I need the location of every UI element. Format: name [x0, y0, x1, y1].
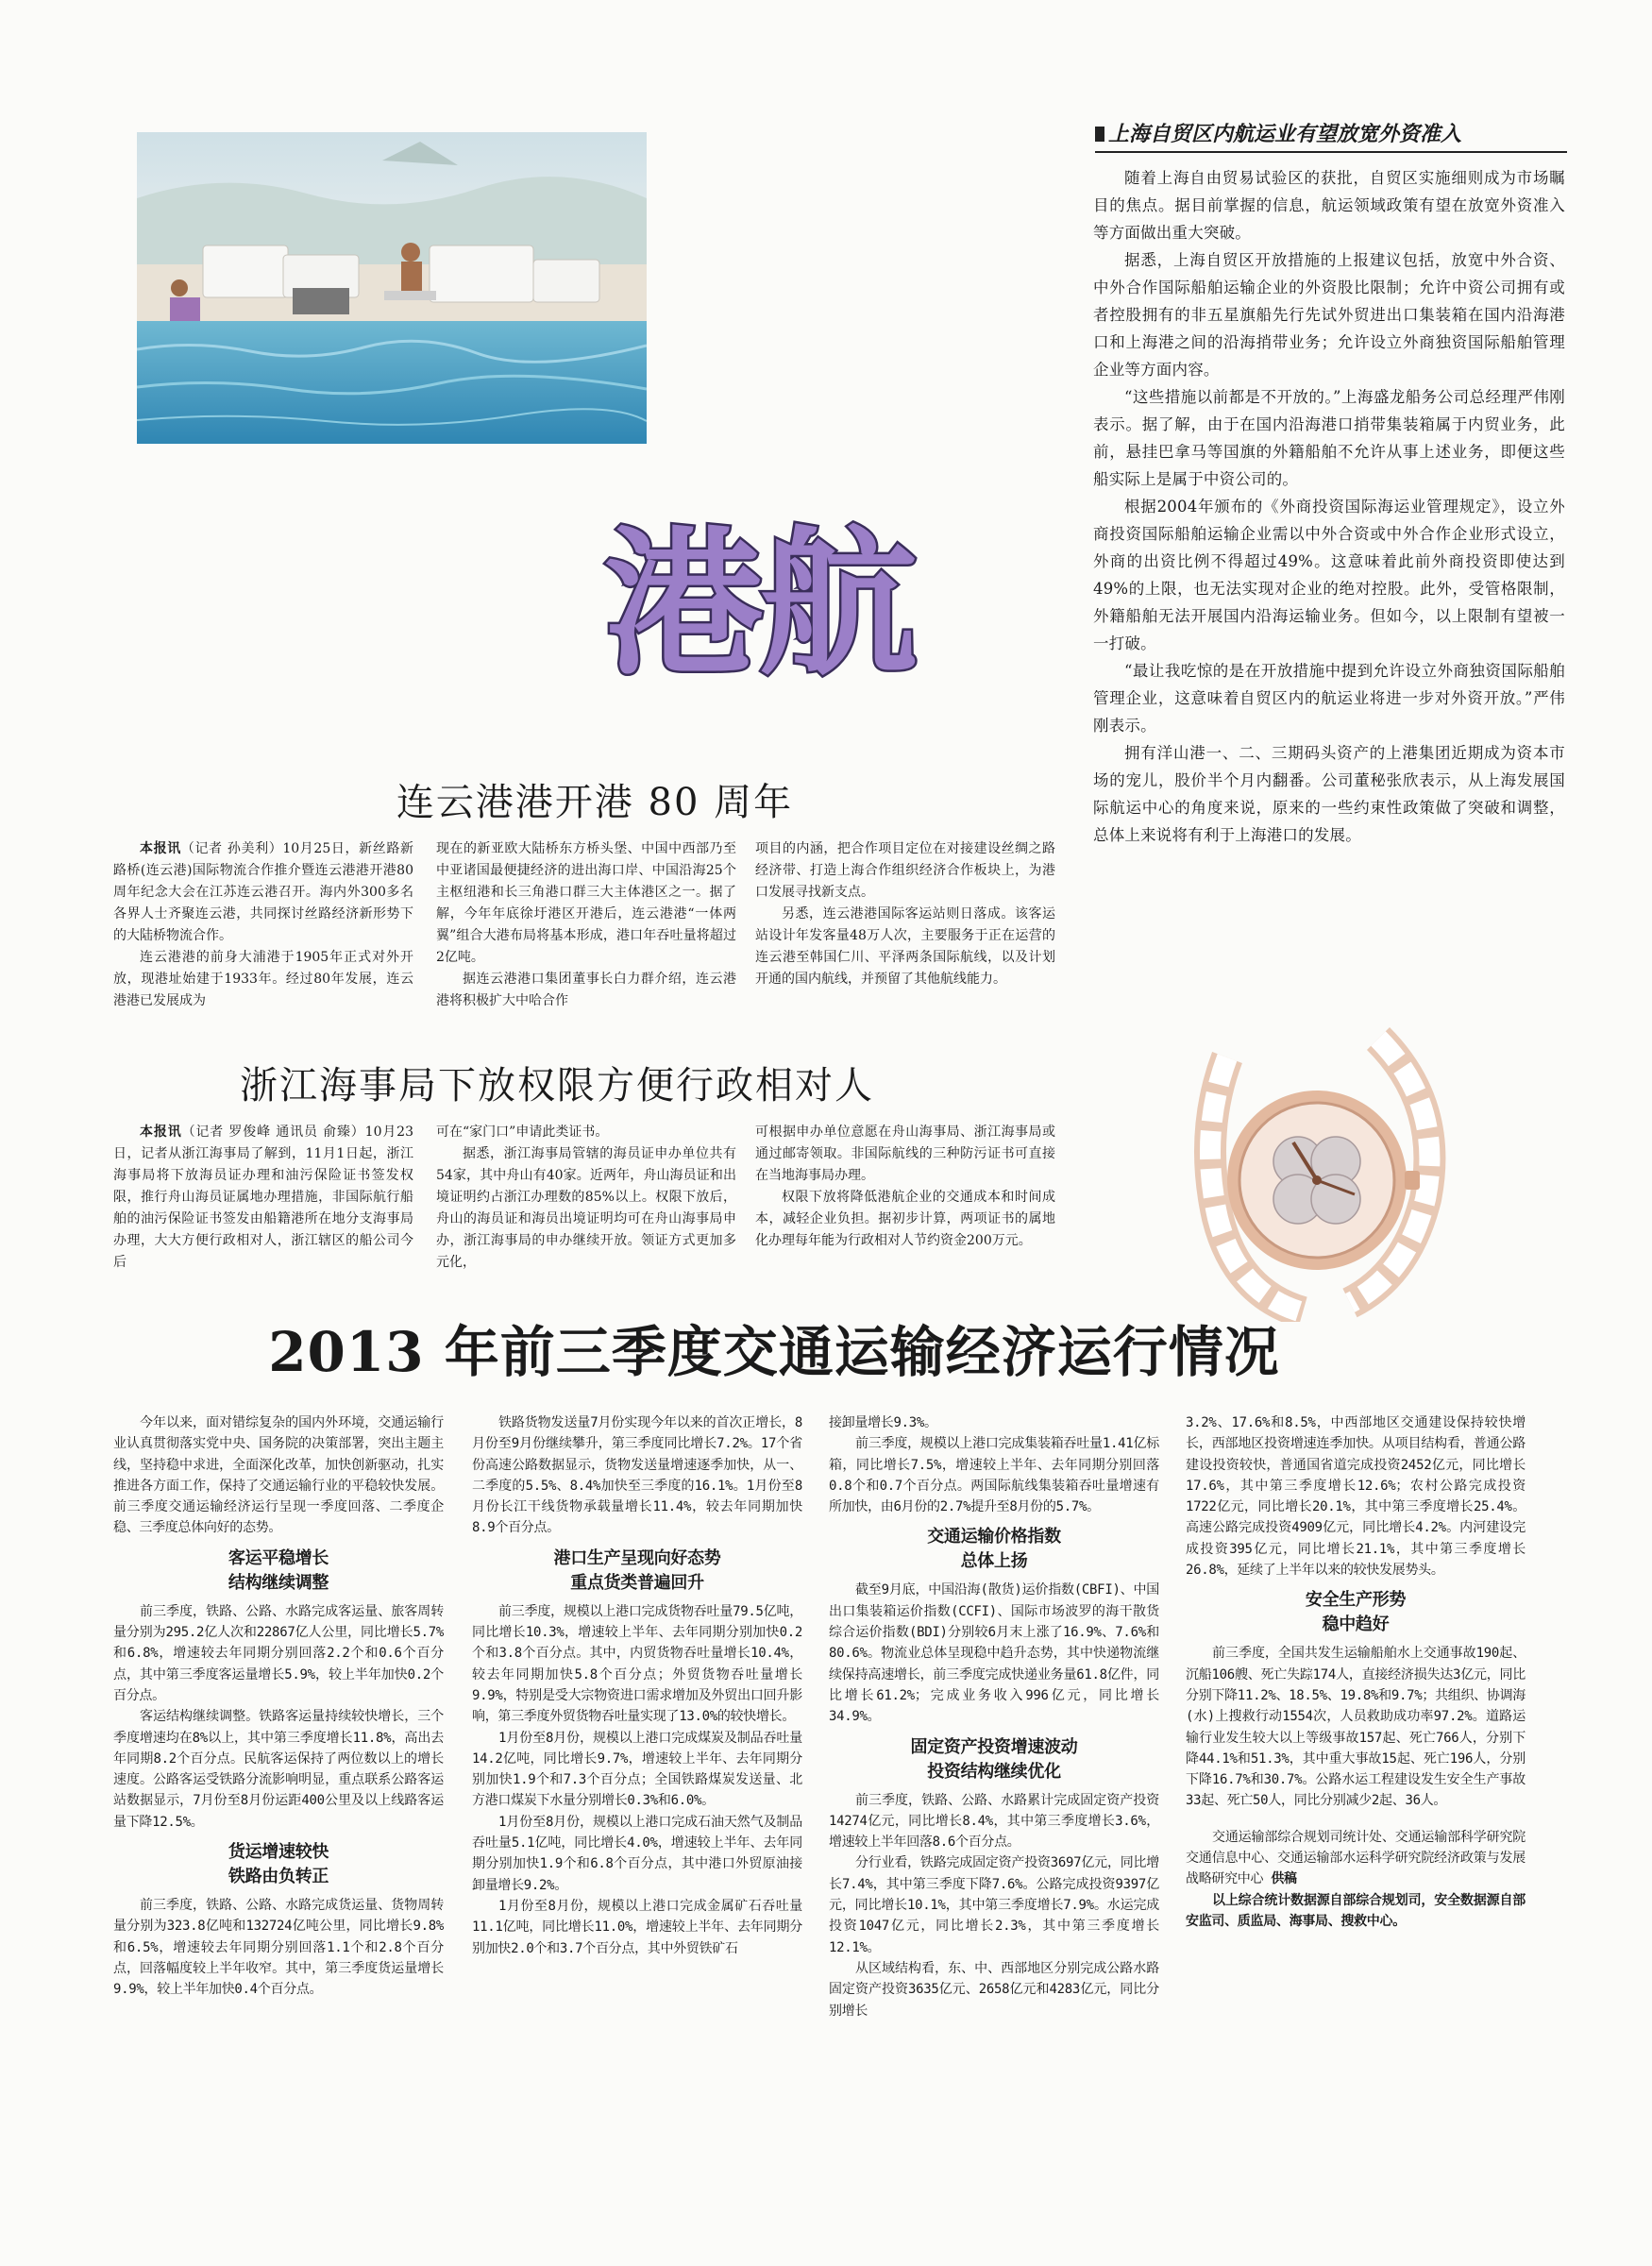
paragraph: 连云港港的前身大浦港于1905年正式对外开放，现港址始建于1933年。经过80年发展，连云港港已发展成为 [113, 950, 413, 1008]
paragraph: 项目的内涵，把合作项目定位在对接建设丝绸之路经济带、打造上海合作组织经济合作板块上，为港口发展寻找新支点。 [755, 841, 1055, 900]
section-title: 港航 [604, 512, 914, 697]
report-col4 [1186, 1412, 1526, 1932]
report-title: 2013 年前三季度交通运输经济运行情况 [268, 1320, 1280, 1384]
paragraph: 从区域结构看，东、中、西部地区分别完成公路水路固定资产投资3635亿元、2658亿元和4283亿元，同比分别增长 [829, 1960, 1159, 2019]
right-article-marker-icon [1095, 127, 1104, 142]
article1-col2 [436, 838, 736, 1012]
paragraph: 铁路货物发送量7月份实现今年以来的首次正增长，8月份至9月份继续攀升，第三季度同比增长7.2%。17个省份高速公路数据显示，货物发送量增速逐季加快，从一、二季度的5.5%、8.4%加快至三季度的16.1%。1月份至8月份长江干线货物承载量增长11.4%，较去年同期加快8.9个百分点。 [472, 1415, 802, 1536]
right-article-body [1093, 164, 1565, 849]
pool-resort-photo [137, 132, 647, 444]
paragraph: 前三季度，铁路、公路、水路完成货运量、货物周转量分别为323.8亿吨和132724亿吨公里，同比增长9.8%和6.5%，增速较去年同期分别回落1.1个和2.8个百分点，回落幅度较上半年收窄。其中，第三季度货运量增长9.9%，较上半年加快0.4个百分点。 [113, 1898, 444, 1998]
article2-title: 浙江海事局下放权限方便行政相对人 [240, 1064, 874, 1108]
paragraph: 可根据申办单位意愿在舟山海事局、浙江海事局或通过邮寄领取。非国际航线的三种防污证书可直接在当地海事局办理。 [755, 1125, 1055, 1183]
report-col1 [113, 1412, 444, 2001]
source-note: 以上综合统计数据源自部综合规划司，安全数据源自部安监司、质监局、海事局、搜救中心。 [1186, 1892, 1526, 1929]
paragraph: 随着上海自由贸易试验区的获批，自贸区实施细则成为市场瞩目的焦点。据目前掌握的信息，航运领域政策有望在放宽外资准入等方面做出重大突破。 [1093, 169, 1565, 242]
report-col3 [829, 1412, 1159, 2021]
subheading: 交通运输价格指数 总体上扬 [927, 1527, 1061, 1572]
paragraph: 今年以来，面对错综复杂的国内外环境，交通运输行业认真贯彻落实党中央、国务院的决策部署，突出主题主线，坚持稳中求进，全面深化改革，加快创新驱动，扎实推进各方面工作，保持了交通运输行业的平稳较快发展。前三季度交通运输经济运行呈现一季度回落、二季度企稳、三季度总体向好的态势。 [113, 1415, 444, 1536]
paragraph: 1月份至8月份，规模以上港口完成石油天然气及制品吞吐量5.1亿吨，同比增长4.0%，增速较上半年、去年同期分别加快1.9个和6.8个百分点，其中港口外贸原油接卸量增长9.2%。 [472, 1814, 802, 1893]
subheading: 港口生产呈现向好态势 重点货类普遍回升 [553, 1547, 721, 1593]
paragraph: 3.2%、17.6%和8.5%，中西部地区交通建设保持较快增长，西部地区投资增速连季加快。从项目结构看，普通公路建设投资较快，普通国省道完成投资2452亿元，同比增长17.6%，其中第三季度增长12.6%；农村公路完成投资1722亿元，同比增长20.1%，其中第三季度增长25.4%。高速公路完成投资4909亿元，同比增长4.2%。内河建设完成投资395亿元，同比增长21.1%，其中第三季度增长26.8%，延续了上半年以来的较快发展势头。 [1186, 1415, 1526, 1579]
subheading: 货运增速较快 铁路由负转正 [228, 1842, 329, 1887]
article1-col3 [755, 838, 1055, 990]
paragraph: 前三季度，规模以上港口完成货物吞吐量79.5亿吨，同比增长10.3%，增速较上半年、去年同期分别加快0.2个和3.8个百分点。其中，内贸货物吞吐量增长10.4%，较去年同期加快5.8个百分点；外贸货物吞吐量增长9.9%，特别是受大宗物资进口需求增加及外贸出口回升影响，第三季度外贸货物吞吐量实现了13.0%的较快增长。 [472, 1603, 802, 1725]
byline: 本报讯 [140, 841, 181, 856]
article2-col2 [436, 1122, 736, 1274]
paragraph: 另悉，连云港港国际客运站则日落成。该客运站设计年发客量48万人次，主要服务于正在运营的连云港至韩国仁川、平泽两条国际航线，以及计划开通的国内航线，并预留了其他航线能力。 [755, 906, 1055, 987]
paragraph: 据悉，浙江海事局管辖的海员证申办单位共有54家，其中舟山有40家。近两年，舟山海员证和出境证明约占浙江办理数的85%以上。权限下放后，舟山的海员证和海员出境证明均可在舟山海事局申办，浙江海事局的申办继续开放。领证方式更加多元化， [436, 1146, 736, 1270]
reporter: （记者 孙美利） [180, 841, 283, 856]
paragraph: “这些措施以前都是不开放的。”上海盛龙船务公司总经理严伟刚表示。据了解，由于在国内沿海港口捎带集装箱属于内贸业务，此前，悬挂巴拿马等国旗的外籍船舶不允许从事上述业务，即便这些船实际上是属于中资公司的。 [1093, 388, 1565, 488]
subheading: 安全生产形势 稳中趋好 [1305, 1590, 1407, 1635]
byline: 本报讯 [140, 1125, 182, 1140]
subheading: 客运平稳增长 结构继续调整 [228, 1547, 329, 1593]
right-article-title: 上海自贸区内航运业有望放宽外资准入 [1095, 119, 1567, 153]
paragraph: “最让我吃惊的是在开放措施中提到允许设立外商独资国际船舶管理企业，这意味着自贸区内的航运业将进一步对外资开放。”严伟刚表示。 [1093, 662, 1565, 735]
paragraph: 接卸量增长9.3%。 [829, 1415, 937, 1430]
paragraph-text: 10月25日，新丝路新路桥(连云港)国际物流合作推介暨连云港港开港80周年纪念大会在江苏连云港召开。海内外300多名各界人士齐聚连云港，共同探讨丝路经济新形势下的大陆桥物流合作。 [113, 841, 414, 943]
paragraph: 前三季度，规模以上港口完成集装箱吞吐量1.41亿标箱，同比增长7.5%，增速较上半年、去年同期分别回落0.8个和0.7个百分点。两国际航线集装箱吞吐量增速有所加快，由6月份的2.7%提升至8月份的5.7%。 [829, 1436, 1159, 1515]
paragraph: 拥有洋山港一、二、三期码头资产的上港集团近期成为资本市场的宠儿，股价半个月内翻番。公司董秘张欣表示，从上海发展国际航运中心的角度来说，原来的一些约束性政策做了突破和调整，总体上来说将有利于上海港口的发展。 [1093, 744, 1565, 844]
subheading: 固定资产投资增速波动 投资结构继续优化 [910, 1736, 1078, 1782]
paragraph-text: 10月23日，记者从浙江海事局了解到，11月1日起，浙江海事局将下放海员证办理和油污保险证书签发权限，推行舟山海员证属地办理措施，非国际航行船舶的油污保险证书签发由船籍港所在地分支海事局办理，大大方便行政相对人，浙江辖区的船公司今后 [113, 1125, 414, 1270]
source-note: 交通运输部综合规划司统计处、交通运输部科学研究院交通信息中心、交通运输部水运科学研究院经济政策与发展战略研究中心 供稿 [1186, 1829, 1526, 1887]
paragraph: 1月份至8月份，规模以上港口完成金属矿石吞吐量11.1亿吨，同比增长11.0%，增速较上半年、去年同期分别加快2.0个和3.7个百分点，其中外贸铁矿石 [472, 1898, 802, 1956]
paragraph: 前三季度，铁路、公路、水路完成客运量、旅客周转量分别为295.2亿人次和22867亿人公里，同比增长5.7%和6.8%，增速较去年同期分别回落2.2个和0.6个百分点，其中第三季度客运量增长5.9%，较上半年加快0.2个百分点。 [113, 1603, 444, 1703]
report-col2 [472, 1412, 802, 1959]
article1-col1 [113, 838, 413, 1012]
paragraph: 可在“家门口”申请此类证书。 [436, 1125, 609, 1140]
paragraph [113, 838, 413, 947]
paragraph [113, 1122, 413, 1274]
paragraph: 权限下放将降低港航企业的交通成本和时间成本，减轻企业负担。据初步计算，两项证书的属地化办理每年能为行政相对人节约资金200万元。 [755, 1190, 1055, 1248]
paragraph: 据连云港港口集团董事长白力群介绍，连云港港将积极扩大中哈合作 [436, 972, 736, 1008]
paragraph: 根据2004年颁布的《外商投资国际海运业管理规定》，设立外商投资国际船舶运输企业需以中外合资或中外合作企业形式设立，外商的出资比例不得超过49%。这意味着此前外商投资即使达到49%的上限，也无法实现对企业的绝对控股。此外，受管格限制，外籍船舶无法开展国内沿海运输业务。但如今，以上限制有望被一一打破。 [1093, 498, 1565, 652]
paragraph: 前三季度，铁路、公路、水路累计完成固定资产投资14274亿元，同比增长8.4%，其中第三季度增长3.6%，增速较上半年回落8.6个百分点。 [829, 1792, 1159, 1851]
wristwatch-advertisement-photo [1161, 1020, 1473, 1322]
reporter: （记者 罗俊峰 通讯员 俞臻） [181, 1125, 365, 1140]
paragraph: 分行业看，铁路完成固定资产投资3697亿元，同比增长7.4%，其中第三季度下降7.6%。公路完成投资9397亿元，同比增长10.1%，其中第三季度增长7.9%。水运完成投资1047亿元，同比增长2.3%，其中第三季度增长12.1%。 [829, 1855, 1159, 1955]
paragraph: 前三季度，全国共发生运输船舶水上交通事故190起、沉船106艘、死亡失踪174人，直接经济损失达3亿元，同比分别下降11.2%、18.5%、19.8%和9.7%；共组织、协调海(水)上搜救行动1554次，人员救助成功率97.2%。道路运输行业发生较大以上等级事故157起、死亡766人，分别下降44.1%和51.3%，其中重大事故15起、死亡196人，分别下降16.7%和30.7%。公路水运工程建设发生安全生产事故33起、死亡50人，同比分别减少2起、36人。 [1186, 1646, 1526, 1809]
source-tag: 供稿 [1271, 1871, 1297, 1887]
article2-col3 [755, 1122, 1055, 1252]
paragraph: 据悉，上海自贸区开放措施的上报建议包括，放宽中外合资、中外合作国际船舶运输企业的外资股比限制；允许中资公司拥有或者控股拥有的非五星旗船先行先试外贸进出口集装箱在国内沿海港口和上海港之间的沿海捎带业务；允许设立外商独资国际船舶管理企业等方面内容。 [1093, 251, 1565, 379]
article2-col1 [113, 1122, 413, 1274]
paragraph: 截至9月底，中国沿海(散货)运价指数(CBFI)、中国出口集装箱运价指数(CCFI)、国际市场波罗的海干散货综合运价指数(BDI)分别较6月末上涨了16.9%、7.6%和80.6%。物流业总体呈现稳中趋升态势，其中快递物流继续保持高速增长，前三季度完成快递业务量61.8亿件，同比增长61.2%；完成业务收入996亿元，同比增长34.9%。 [829, 1582, 1159, 1725]
article1-title: 连云港港开港 80 周年 [396, 781, 794, 824]
paragraph: 客运结构继续调整。铁路客运量持续较快增长，三个季度增速均在8%以上，其中第三季度增长11.8%，高出去年同期8.2个百分点。民航客运保持了两位数以上的增长速度。公路客运受铁路分流影响明显，重点联系公路客运站数据显示，7月份至8月份运距400公里及以上线路客运量下降12.5%。 [113, 1709, 444, 1830]
paragraph: 现在的新亚欧大陆桥东方桥头堡、中国中西部乃至中亚诸国最便捷经济的进出海口岸、中国沿海25个主枢纽港和长三角港口群三大主体港区之一。据了解，今年年底徐圩港区开港后，连云港港“一体两翼”组合大港布局将基本形成，港口年吞吐量将超过2亿吨。 [436, 841, 736, 965]
paragraph: 1月份至8月份，规模以上港口完成煤炭及制品吞吐量14.2亿吨，同比增长9.7%，增速较上半年、去年同期分别加快1.9个和7.3个百分点；全国铁路煤炭发送量、北方港口煤炭下水量分别增长0.3%和6.0%。 [472, 1730, 802, 1809]
